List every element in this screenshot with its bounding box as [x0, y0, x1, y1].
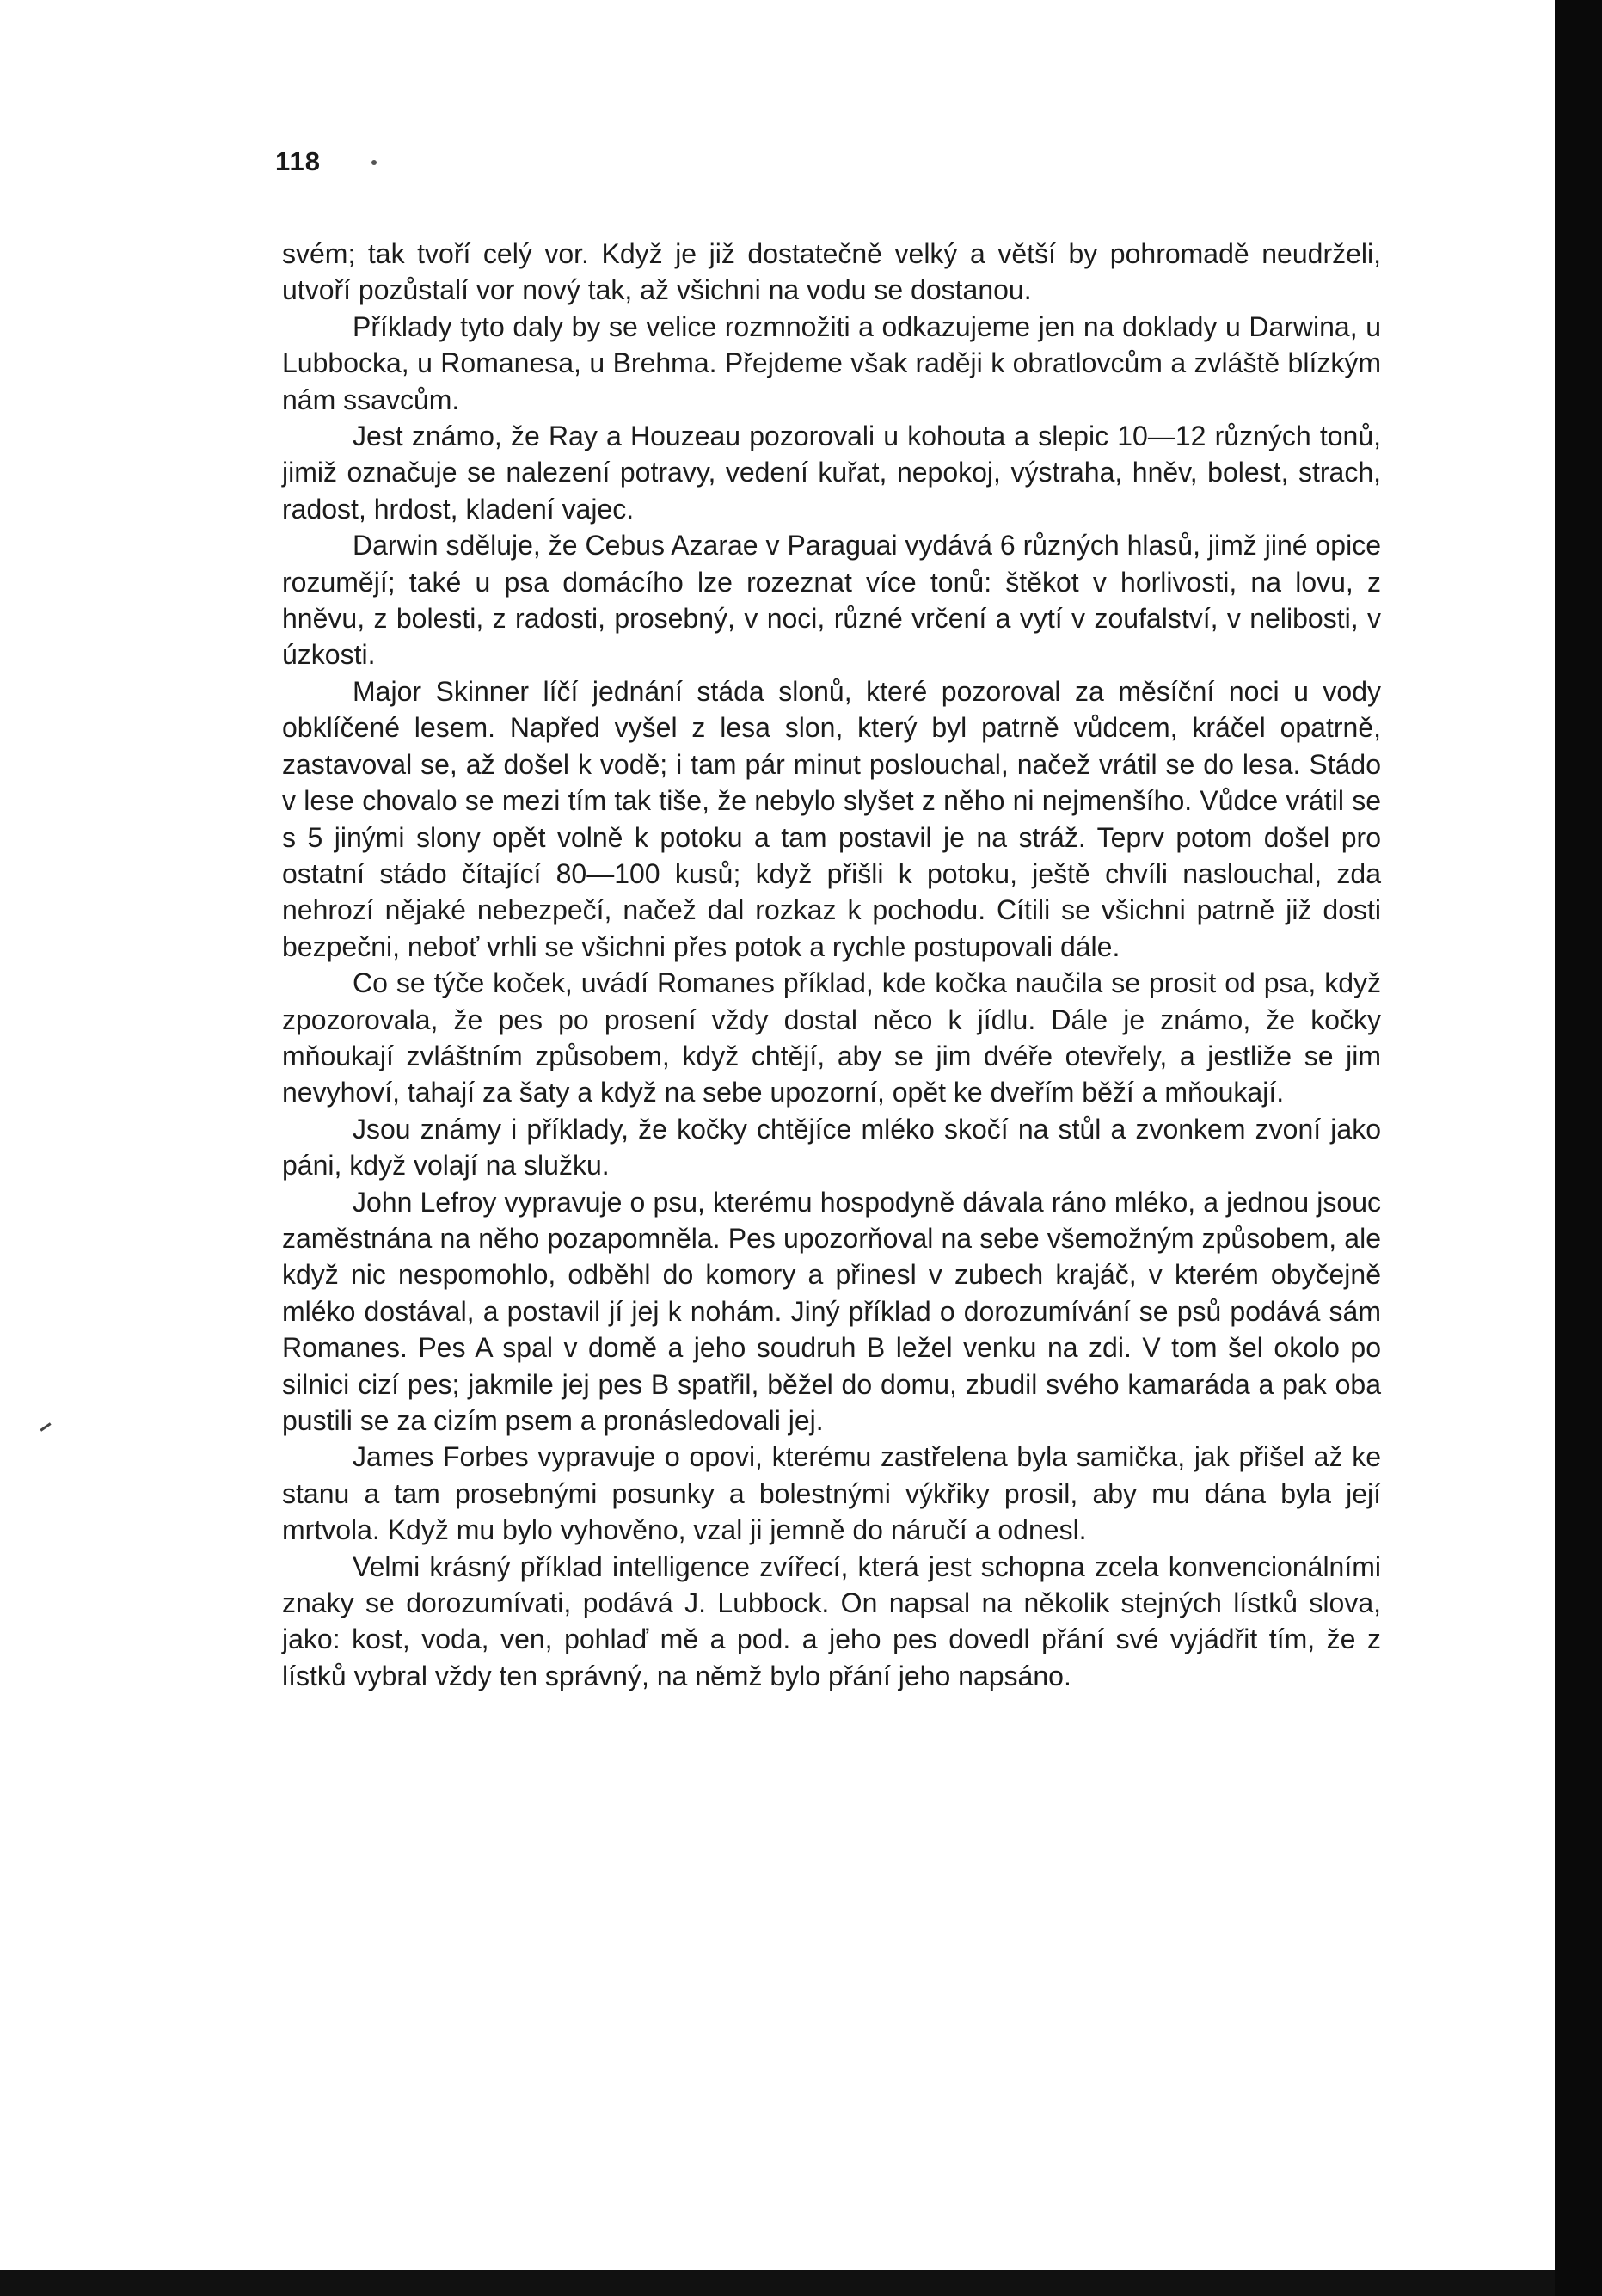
paragraph-7: Jsou známy i příklady, že kočky chtějíce mléko skočí na stůl a zvonkem zvoní jako páni, když volají na služku.: [282, 1113, 1381, 1182]
paragraph-2: Příklady tyto daly by se velice rozmnožiti a odkazujeme jen na doklady u Darwina, u Lubbocka, u Romanesa, u Brehma. Přejdeme však raději k obratlovcům a zvláště blízkým nám ssavcům.: [282, 310, 1381, 415]
paragraph-4: Darwin sděluje, že Cebus Azarae v Paraguai vydává 6 různých hlasů, jimž jiné opice rozumějí; také u psa domácího lze rozeznat více tonů: štěkot v horlivosti, na lovu, z hněvu, z bolesti, z radosti, prosebný, v noci, různé vrčení a vytí v zoufalství, v nelibosti, v úzkosti.: [282, 530, 1381, 671]
body-text: [282, 236, 1381, 1694]
paragraph-8: John Lefroy vypravuje o psu, kterému hospodyně dávala ráno mléko, a jednou jsouc zaměstnána na něho pozapomněla. Pes upozorňoval na sebe všemožným způsobem, ale když nic nespomohlo, odběhl do komory a přinesl v zubech krajáč, v kterém obyčejně mléko dostával, a postavil jí jej k nohám. Jiný příklad o dorozumívání se psů podává sám Romanes. Pes A spal v domě a jeho soudruh B ležel venku na zdi. V tom šel okolo po silnici cizí pes; jakmile jej pes B spatřil, běžel do domu, zbudil svého kamaráda a pak oba pustili se za cizím psem a pronásledovali jej.: [282, 1186, 1381, 1436]
paragraph-5: Major Skinner líčí jednání stáda slonů, které pozoroval za měsíční noci u vody obklíčené lesem. Napřed vyšel z lesa slon, který byl patrně vůdcem, kráčel opatrně, zastavoval se, až došel k vodě; i tam pár minut poslouchal, načež vrátil se do lesa. Stádo v lese chovalo se mezi tím tak tiše, že nebylo slyšet z něho ni nejmenšího. Vůdce vrátil se s 5 jinými slony opět volně k potoku a tam postavil je na stráž. Teprv potom došel pro ostatní stádo čítající 80—100 kusů; když přišli k potoku, ještě chvíli naslouchal, zda nehrozí nějaké nebezpečí, načež dal rozkaz k pochodu. Cítili se všichni patrně již dosti bezpečni, neboť vrhli se všichni přes potok a rychle postupovali dále.: [282, 675, 1381, 962]
scan-right-border: [1555, 0, 1602, 2296]
margin-mark: [40, 1422, 51, 1431]
scan-speck: [371, 160, 377, 165]
paragraph-10: Velmi krásný příklad intelligence zvířecí, která jest schopna zcela konvencionálními znaky se dorozumívati, podává J. Lubbock. On napsal na několik stejných lístků slova, jako: kost, voda, ven, pohlaď mě a pod. a jeho pes dovedl přání své vyjádřit tím, že z lístků vybral vždy ten správný, na němž bylo přání jeho napsáno.: [282, 1550, 1381, 1691]
paragraph-1: svém; tak tvoří celý vor. Když je již dostatečně velký a větší by pohromadě neudrželi, utvoří pozůstalí vor nový tak, až všichni na vodu se dostanou.: [282, 238, 1381, 306]
scan-bottom-border: [0, 2270, 1555, 2296]
page-number: 118: [275, 146, 322, 176]
paragraph-6: Co se týče koček, uvádí Romanes příklad, kde kočka naučila se prosit od psa, když zpozorovala, že pes po prosení vždy dostal něco k jídlu. Dále je známo, že kočky mňoukají zvláštním způsobem, když chtějí, aby se jim dvéře otevřely, a jestliže se jim nevyhoví, tahají za šaty a když na sebe upozorní, opět ke dveřím běží a mňoukají.: [282, 967, 1381, 1108]
paragraph-9: James Forbes vypravuje o opovi, kterému zastřelena byla samička, jak přišel až ke stanu a tam prosebnými posunky a bolestnými výkřiky prosil, aby mu dána byla její mrtvola. Když mu bylo vyhověno, vzal ji jemně do náručí a odnesl.: [282, 1441, 1381, 1546]
paragraph-3: Jest známo, že Ray a Houzeau pozorovali u kohouta a slepic 10—12 různých tonů, jimiž označuje se nalezení potravy, vedení kuřat, nepokoj, výstraha, hněv, bolest, strach, radost, hrdost, kladení vajec.: [282, 421, 1381, 525]
